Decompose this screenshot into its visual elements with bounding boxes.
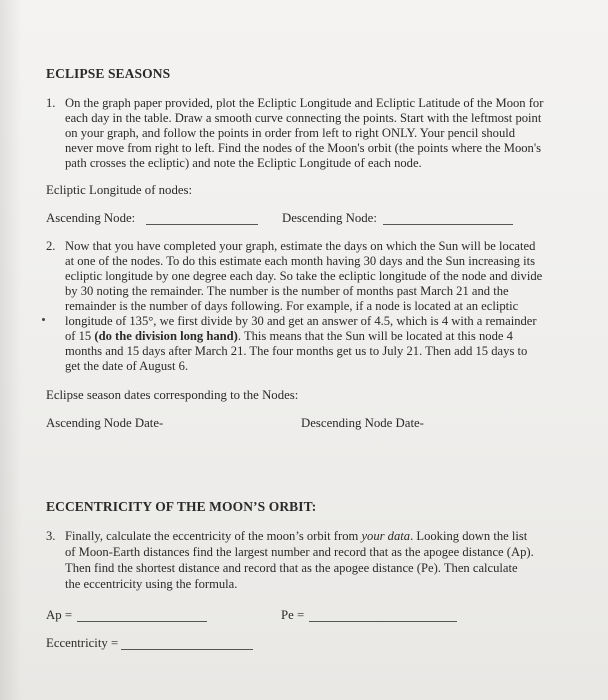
q1-line: each day in the table. Draw a smooth curve connecting the points. Start with the leftmost point xyxy=(65,111,542,125)
q2-line: remainder is the number of days following. For example, if a node is located at an ecliptic xyxy=(65,299,519,313)
q2-line: get the date of August 6. xyxy=(65,359,189,373)
q2-line: ecliptic longitude by one degree each day. So take the ecliptic longitude of the node and divide xyxy=(65,269,543,283)
q2-line: at one of the nodes. To do this estimate each month having 30 days and the Sun increasing its xyxy=(65,254,536,268)
pe-blank[interactable] xyxy=(309,621,457,622)
descending-node-label: Descending Node: xyxy=(282,211,377,225)
q2-line: by 30 noting the remainder. The number is the number of months past March 21 and the xyxy=(65,284,509,298)
q1-line: On the graph paper provided, plot the Ecliptic Longitude and Ecliptic Latitude of the Moon for xyxy=(65,96,544,110)
q2-line: Now that you have completed your graph, estimate the days on which the Sun will be located xyxy=(65,239,536,253)
q1-line: on your graph, and follow the points in order from left to right ONLY. Your pencil should xyxy=(65,126,516,140)
q1-line: path crosses the ecliptic) and note the Ecliptic Longitude of each node. xyxy=(65,156,422,170)
nodes-label: Ecliptic Longitude of nodes: xyxy=(46,183,193,197)
q3-line1-pre: Finally, calculate the eccentricity of the moon’s orbit from xyxy=(65,529,362,543)
eccentricity-label: Eccentricity = xyxy=(46,636,119,650)
section-title-eccentricity: ECCENTRICITY OF THE MOON’S ORBIT: xyxy=(46,499,317,514)
q3-line1-italic: your data xyxy=(361,529,411,543)
pe-label: Pe = xyxy=(281,608,305,622)
q2-line7-post: . This means that the Sun will be located at this node 4 xyxy=(237,329,513,343)
q3-line-with-italic xyxy=(65,529,527,544)
q3-line1-post: . Looking down the list xyxy=(410,529,528,543)
descending-date-label: Descending Node Date- xyxy=(301,416,424,430)
stray-mark xyxy=(42,318,45,321)
eclipse-dates-label: Eclipse season dates corresponding to the Nodes: xyxy=(46,388,299,402)
section-title-eclipse-seasons: ECLIPSE SEASONS xyxy=(46,66,171,81)
q2-line7-bold: (do the division long hand) xyxy=(94,329,238,343)
q2-line: longitude of 135°, we first divide by 30 and get an answer of 4.5, which is 4 with a remainder xyxy=(65,314,537,328)
ascending-node-label: Ascending Node: xyxy=(46,211,136,225)
q3-line: Then find the shortest distance and record that as the apogee distance (Pe). Then calculate xyxy=(65,561,518,575)
q2-line7-pre: of 15 xyxy=(65,329,95,343)
q2-line: months and 15 days after March 21. The four months get us to July 21. Then add 15 days to xyxy=(65,344,528,358)
ascending-date-label: Ascending Node Date- xyxy=(46,416,164,430)
q3-line: of Moon-Earth distances find the largest number and record that as the apogee distance (Ap). xyxy=(65,545,534,559)
q1-line: never move from right to left. Find the nodes of the Moon's orbit (the points where the Moon's xyxy=(65,141,542,155)
q1-number: 1. xyxy=(46,96,56,110)
ap-label: Ap = xyxy=(46,608,73,622)
ascending-node-blank[interactable] xyxy=(146,224,258,225)
q3-line: the eccentricity using the formula. xyxy=(65,577,238,591)
q2-number: 2. xyxy=(46,239,56,253)
ap-blank[interactable] xyxy=(77,621,207,622)
q2-line-with-bold xyxy=(65,329,513,344)
descending-node-blank[interactable] xyxy=(383,224,513,225)
eccentricity-blank[interactable] xyxy=(121,649,253,650)
q3-number: 3. xyxy=(46,529,56,543)
